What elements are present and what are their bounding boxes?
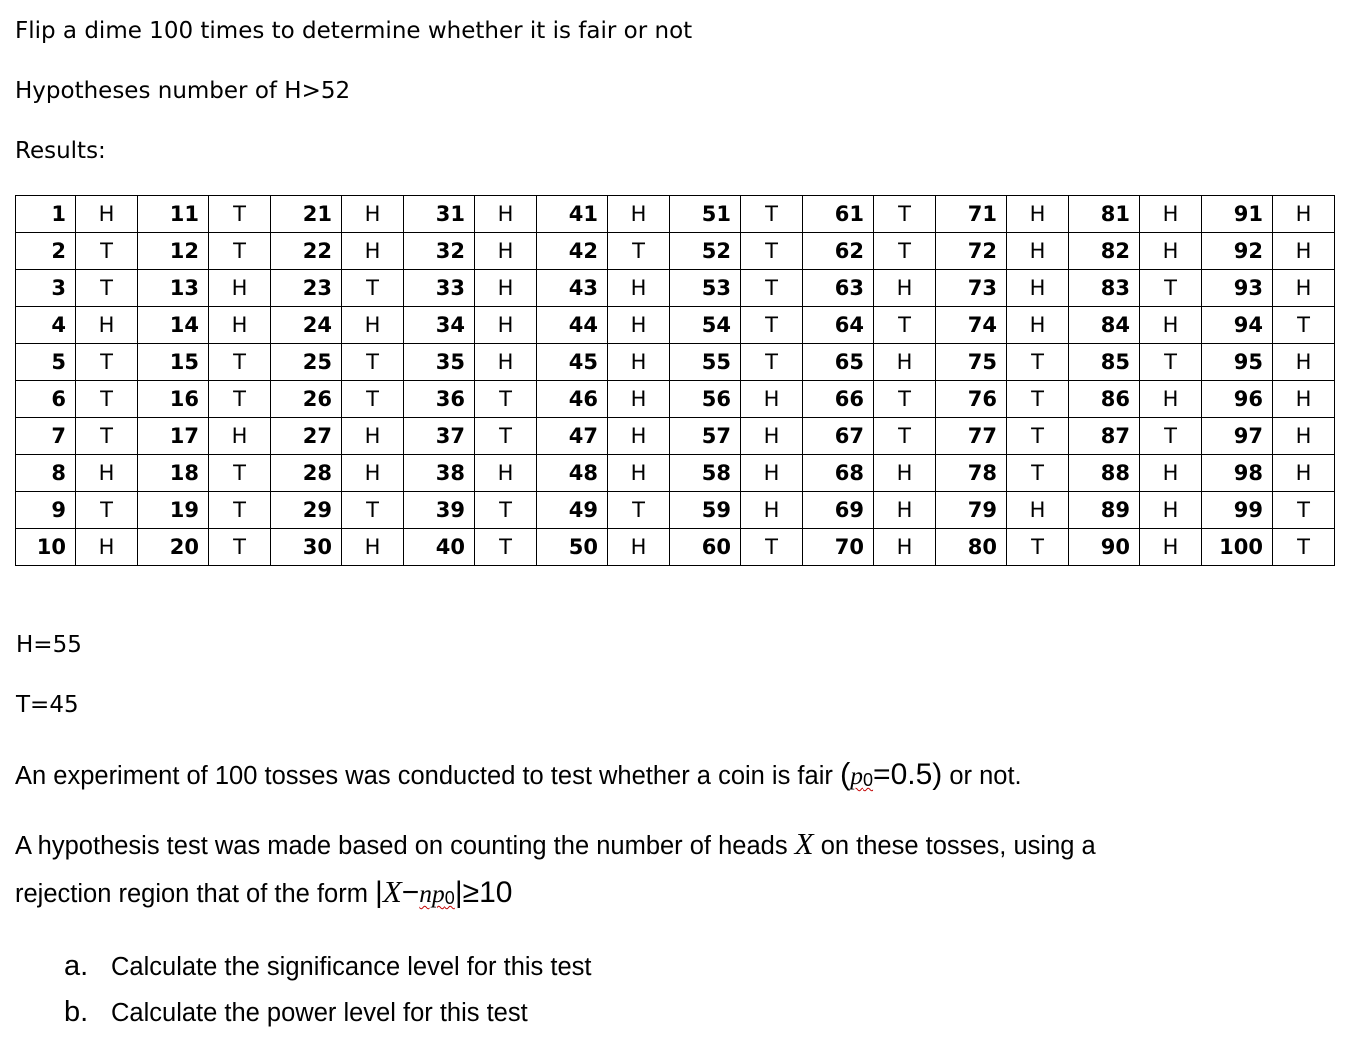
toss-result-cell: T [1273,492,1335,529]
toss-number-cell: 15 [138,344,209,381]
toss-result-cell: T [874,418,936,455]
toss-result-cell: H [608,196,670,233]
document-title: Flip a dime 100 times to determine whether it is fair or not [15,18,693,44]
toss-number-cell: 38 [404,455,475,492]
results-table [15,195,1335,566]
toss-number-cell: 11 [138,196,209,233]
toss-number-cell: 85 [1069,344,1140,381]
list-item-a [64,950,592,983]
toss-number-cell: 32 [404,233,475,270]
toss-result-cell: H [1140,196,1202,233]
list-item-b [64,996,528,1029]
toss-number-cell: 71 [936,196,1007,233]
toss-number-cell: 9 [16,492,76,529]
toss-result-cell: H [741,455,803,492]
toss-result-cell: H [475,270,537,307]
toss-result-cell: H [209,307,271,344]
results-table-body [16,196,1335,566]
toss-result-cell: H [1140,492,1202,529]
problem-paragraph-1 [15,756,1022,792]
toss-number-cell: 50 [537,529,608,566]
toss-result-cell: H [1007,492,1069,529]
toss-number-cell: 20 [138,529,209,566]
table-row [16,307,1335,344]
toss-result-cell: H [76,196,138,233]
hypothesis-text: Hypotheses number of H>52 [15,78,351,104]
toss-result-cell: T [76,381,138,418]
table-row [16,270,1335,307]
table-row [16,529,1335,566]
toss-result-cell: H [1140,455,1202,492]
toss-result-cell: H [1140,233,1202,270]
p1-end: or not. [942,762,1022,790]
toss-number-cell: 22 [271,233,342,270]
toss-result-cell: H [608,418,670,455]
table-row [16,492,1335,529]
toss-result-cell: T [1007,455,1069,492]
toss-number-cell: 37 [404,418,475,455]
toss-result-cell: H [1273,196,1335,233]
toss-result-cell: H [1140,307,1202,344]
toss-number-cell: 89 [1069,492,1140,529]
toss-number-cell: 21 [271,196,342,233]
toss-number-cell: 80 [936,529,1007,566]
toss-result-cell: H [76,307,138,344]
toss-result-cell: H [475,196,537,233]
toss-result-cell: H [608,381,670,418]
p3-np0 [419,880,455,908]
toss-number-cell: 58 [670,455,741,492]
toss-result-cell: T [1273,307,1335,344]
toss-result-cell: T [874,307,936,344]
p1-value: =0.5) [873,758,943,791]
toss-result-cell: H [342,529,404,566]
toss-number-cell: 55 [670,344,741,381]
toss-result-cell: H [874,344,936,381]
toss-number-cell: 31 [404,196,475,233]
toss-result-cell: T [608,233,670,270]
toss-number-cell: 81 [1069,196,1140,233]
heads-count: H=55 [16,632,82,658]
toss-result-cell: T [1273,529,1335,566]
tails-count: T=45 [16,692,79,718]
toss-result-cell: T [209,233,271,270]
toss-number-cell: 40 [404,529,475,566]
toss-result-cell: H [608,270,670,307]
toss-result-cell: H [1007,307,1069,344]
toss-result-cell: H [475,455,537,492]
toss-number-cell: 51 [670,196,741,233]
toss-result-cell: H [608,344,670,381]
toss-result-cell: T [741,233,803,270]
toss-result-cell: T [1140,344,1202,381]
toss-number-cell: 86 [1069,381,1140,418]
toss-result-cell: H [608,455,670,492]
toss-result-cell: T [342,381,404,418]
toss-result-cell: H [475,307,537,344]
toss-number-cell: 91 [1202,196,1273,233]
toss-number-cell: 12 [138,233,209,270]
toss-result-cell: T [741,529,803,566]
toss-number-cell: 88 [1069,455,1140,492]
p2-text-a: A hypothesis test was made based on counting the number of heads [15,832,795,860]
toss-result-cell: T [76,344,138,381]
toss-result-cell: H [874,492,936,529]
p3-text: rejection region that of the form [15,880,376,908]
toss-result-cell: T [1007,418,1069,455]
toss-result-cell: T [874,196,936,233]
toss-result-cell: H [1007,270,1069,307]
toss-result-cell: T [741,196,803,233]
toss-result-cell: T [209,344,271,381]
toss-number-cell: 94 [1202,307,1273,344]
toss-result-cell: T [209,455,271,492]
toss-number-cell: 3 [16,270,76,307]
toss-number-cell: 29 [271,492,342,529]
toss-number-cell: 23 [271,270,342,307]
table-row [16,381,1335,418]
toss-result-cell: T [874,233,936,270]
toss-number-cell: 34 [404,307,475,344]
toss-result-cell: H [1273,418,1335,455]
problem-paragraph-3 [15,874,512,910]
toss-number-cell: 56 [670,381,741,418]
toss-number-cell: 36 [404,381,475,418]
toss-number-cell: 18 [138,455,209,492]
toss-result-cell: H [1140,381,1202,418]
toss-result-cell: H [1007,233,1069,270]
toss-number-cell: 13 [138,270,209,307]
toss-number-cell: 44 [537,307,608,344]
toss-number-cell: 14 [138,307,209,344]
toss-number-cell: 49 [537,492,608,529]
toss-number-cell: 30 [271,529,342,566]
toss-result-cell: T [342,492,404,529]
toss-number-cell: 57 [670,418,741,455]
toss-number-cell: 83 [1069,270,1140,307]
toss-result-cell: H [741,418,803,455]
toss-result-cell: T [76,492,138,529]
toss-number-cell: 4 [16,307,76,344]
toss-number-cell: 74 [936,307,1007,344]
toss-result-cell: T [475,381,537,418]
toss-result-cell: T [741,270,803,307]
toss-number-cell: 5 [16,344,76,381]
toss-number-cell: 98 [1202,455,1273,492]
toss-number-cell: 100 [1202,529,1273,566]
toss-result-cell: H [874,455,936,492]
toss-result-cell: T [475,529,537,566]
toss-number-cell: 25 [271,344,342,381]
toss-result-cell: T [1007,529,1069,566]
toss-result-cell: T [475,418,537,455]
toss-number-cell: 92 [1202,233,1273,270]
toss-result-cell: H [342,196,404,233]
toss-number-cell: 7 [16,418,76,455]
toss-number-cell: 10 [16,529,76,566]
toss-number-cell: 66 [803,381,874,418]
results-label: Results: [15,138,106,164]
toss-result-cell: T [1007,344,1069,381]
table-row [16,196,1335,233]
toss-number-cell: 42 [537,233,608,270]
table-row [16,418,1335,455]
toss-number-cell: 47 [537,418,608,455]
toss-number-cell: 59 [670,492,741,529]
toss-number-cell: 99 [1202,492,1273,529]
toss-number-cell: 8 [16,455,76,492]
toss-result-cell: H [1273,344,1335,381]
toss-result-cell: T [76,270,138,307]
toss-result-cell: H [1007,196,1069,233]
toss-result-cell: T [342,270,404,307]
toss-result-cell: T [1140,418,1202,455]
toss-number-cell: 87 [1069,418,1140,455]
toss-result-cell: T [209,529,271,566]
toss-number-cell: 95 [1202,344,1273,381]
toss-number-cell: 67 [803,418,874,455]
toss-result-cell: H [342,307,404,344]
toss-number-cell: 19 [138,492,209,529]
problem-paragraph-2 [15,826,1096,862]
toss-number-cell: 75 [936,344,1007,381]
toss-number-cell: 96 [1202,381,1273,418]
toss-result-cell: H [209,270,271,307]
toss-number-cell: 76 [936,381,1007,418]
toss-result-cell: T [209,196,271,233]
table-row [16,455,1335,492]
toss-number-cell: 45 [537,344,608,381]
p3-np-subscript: 0 [444,888,455,908]
toss-number-cell: 68 [803,455,874,492]
toss-number-cell: 35 [404,344,475,381]
toss-result-cell: H [1140,529,1202,566]
toss-result-cell: T [1007,381,1069,418]
toss-number-cell: 39 [404,492,475,529]
toss-result-cell: H [1273,381,1335,418]
toss-result-cell: T [342,344,404,381]
p1-open-paren: ( [839,756,851,791]
toss-number-cell: 82 [1069,233,1140,270]
list-marker-b: b. [64,996,89,1028]
toss-number-cell: 48 [537,455,608,492]
p1-text: An experiment of 100 tosses was conducted to test whether a coin is fair [15,762,840,790]
toss-result-cell: H [874,529,936,566]
toss-result-cell: H [608,307,670,344]
table-row [16,344,1335,381]
toss-number-cell: 17 [138,418,209,455]
toss-number-cell: 84 [1069,307,1140,344]
toss-number-cell: 54 [670,307,741,344]
toss-result-cell: H [475,233,537,270]
toss-number-cell: 24 [271,307,342,344]
toss-result-cell: H [874,270,936,307]
p1-p-symbol: p [850,761,864,790]
p3-minus: − [401,876,420,909]
p3-variable-x: X [382,874,402,909]
p1-p0 [850,762,873,790]
toss-number-cell: 64 [803,307,874,344]
toss-result-cell: H [76,455,138,492]
toss-result-cell: T [76,233,138,270]
toss-number-cell: 6 [16,381,76,418]
toss-number-cell: 41 [537,196,608,233]
toss-result-cell: T [209,492,271,529]
toss-result-cell: T [76,418,138,455]
toss-number-cell: 79 [936,492,1007,529]
toss-number-cell: 60 [670,529,741,566]
p3-bar-open: | [375,876,383,909]
toss-result-cell: H [342,455,404,492]
list-text-a: Calculate the significance level for this test [111,953,592,981]
toss-result-cell: H [342,233,404,270]
toss-result-cell: H [209,418,271,455]
p2-text-b: on these tosses, using a [813,832,1096,860]
toss-number-cell: 28 [271,455,342,492]
toss-result-cell: H [76,529,138,566]
toss-result-cell: T [741,344,803,381]
toss-result-cell: T [1140,270,1202,307]
toss-number-cell: 2 [16,233,76,270]
toss-result-cell: T [209,381,271,418]
table-row [16,233,1335,270]
p1-p-subscript: 0 [863,770,874,790]
toss-result-cell: T [608,492,670,529]
toss-number-cell: 62 [803,233,874,270]
toss-result-cell: H [741,381,803,418]
toss-number-cell: 61 [803,196,874,233]
toss-number-cell: 70 [803,529,874,566]
toss-result-cell: H [475,344,537,381]
toss-number-cell: 26 [271,381,342,418]
toss-result-cell: H [608,529,670,566]
toss-number-cell: 72 [936,233,1007,270]
toss-number-cell: 1 [16,196,76,233]
toss-number-cell: 93 [1202,270,1273,307]
toss-result-cell: T [874,381,936,418]
toss-result-cell: H [1273,270,1335,307]
toss-result-cell: H [1273,455,1335,492]
p3-rest: |≥10 [454,876,513,909]
toss-number-cell: 46 [537,381,608,418]
toss-number-cell: 65 [803,344,874,381]
toss-number-cell: 33 [404,270,475,307]
p3-np: np [419,879,445,908]
toss-number-cell: 69 [803,492,874,529]
toss-number-cell: 97 [1202,418,1273,455]
toss-result-cell: H [342,418,404,455]
toss-number-cell: 43 [537,270,608,307]
toss-number-cell: 73 [936,270,1007,307]
toss-result-cell: H [741,492,803,529]
toss-number-cell: 53 [670,270,741,307]
toss-result-cell: H [1273,233,1335,270]
p2-variable-x: X [794,826,814,861]
toss-number-cell: 90 [1069,529,1140,566]
toss-number-cell: 16 [138,381,209,418]
toss-number-cell: 52 [670,233,741,270]
toss-result-cell: T [475,492,537,529]
toss-result-cell: T [741,307,803,344]
toss-number-cell: 77 [936,418,1007,455]
list-marker-a: a. [64,950,89,982]
toss-number-cell: 27 [271,418,342,455]
toss-number-cell: 78 [936,455,1007,492]
toss-number-cell: 63 [803,270,874,307]
list-text-b: Calculate the power level for this test [111,999,528,1027]
